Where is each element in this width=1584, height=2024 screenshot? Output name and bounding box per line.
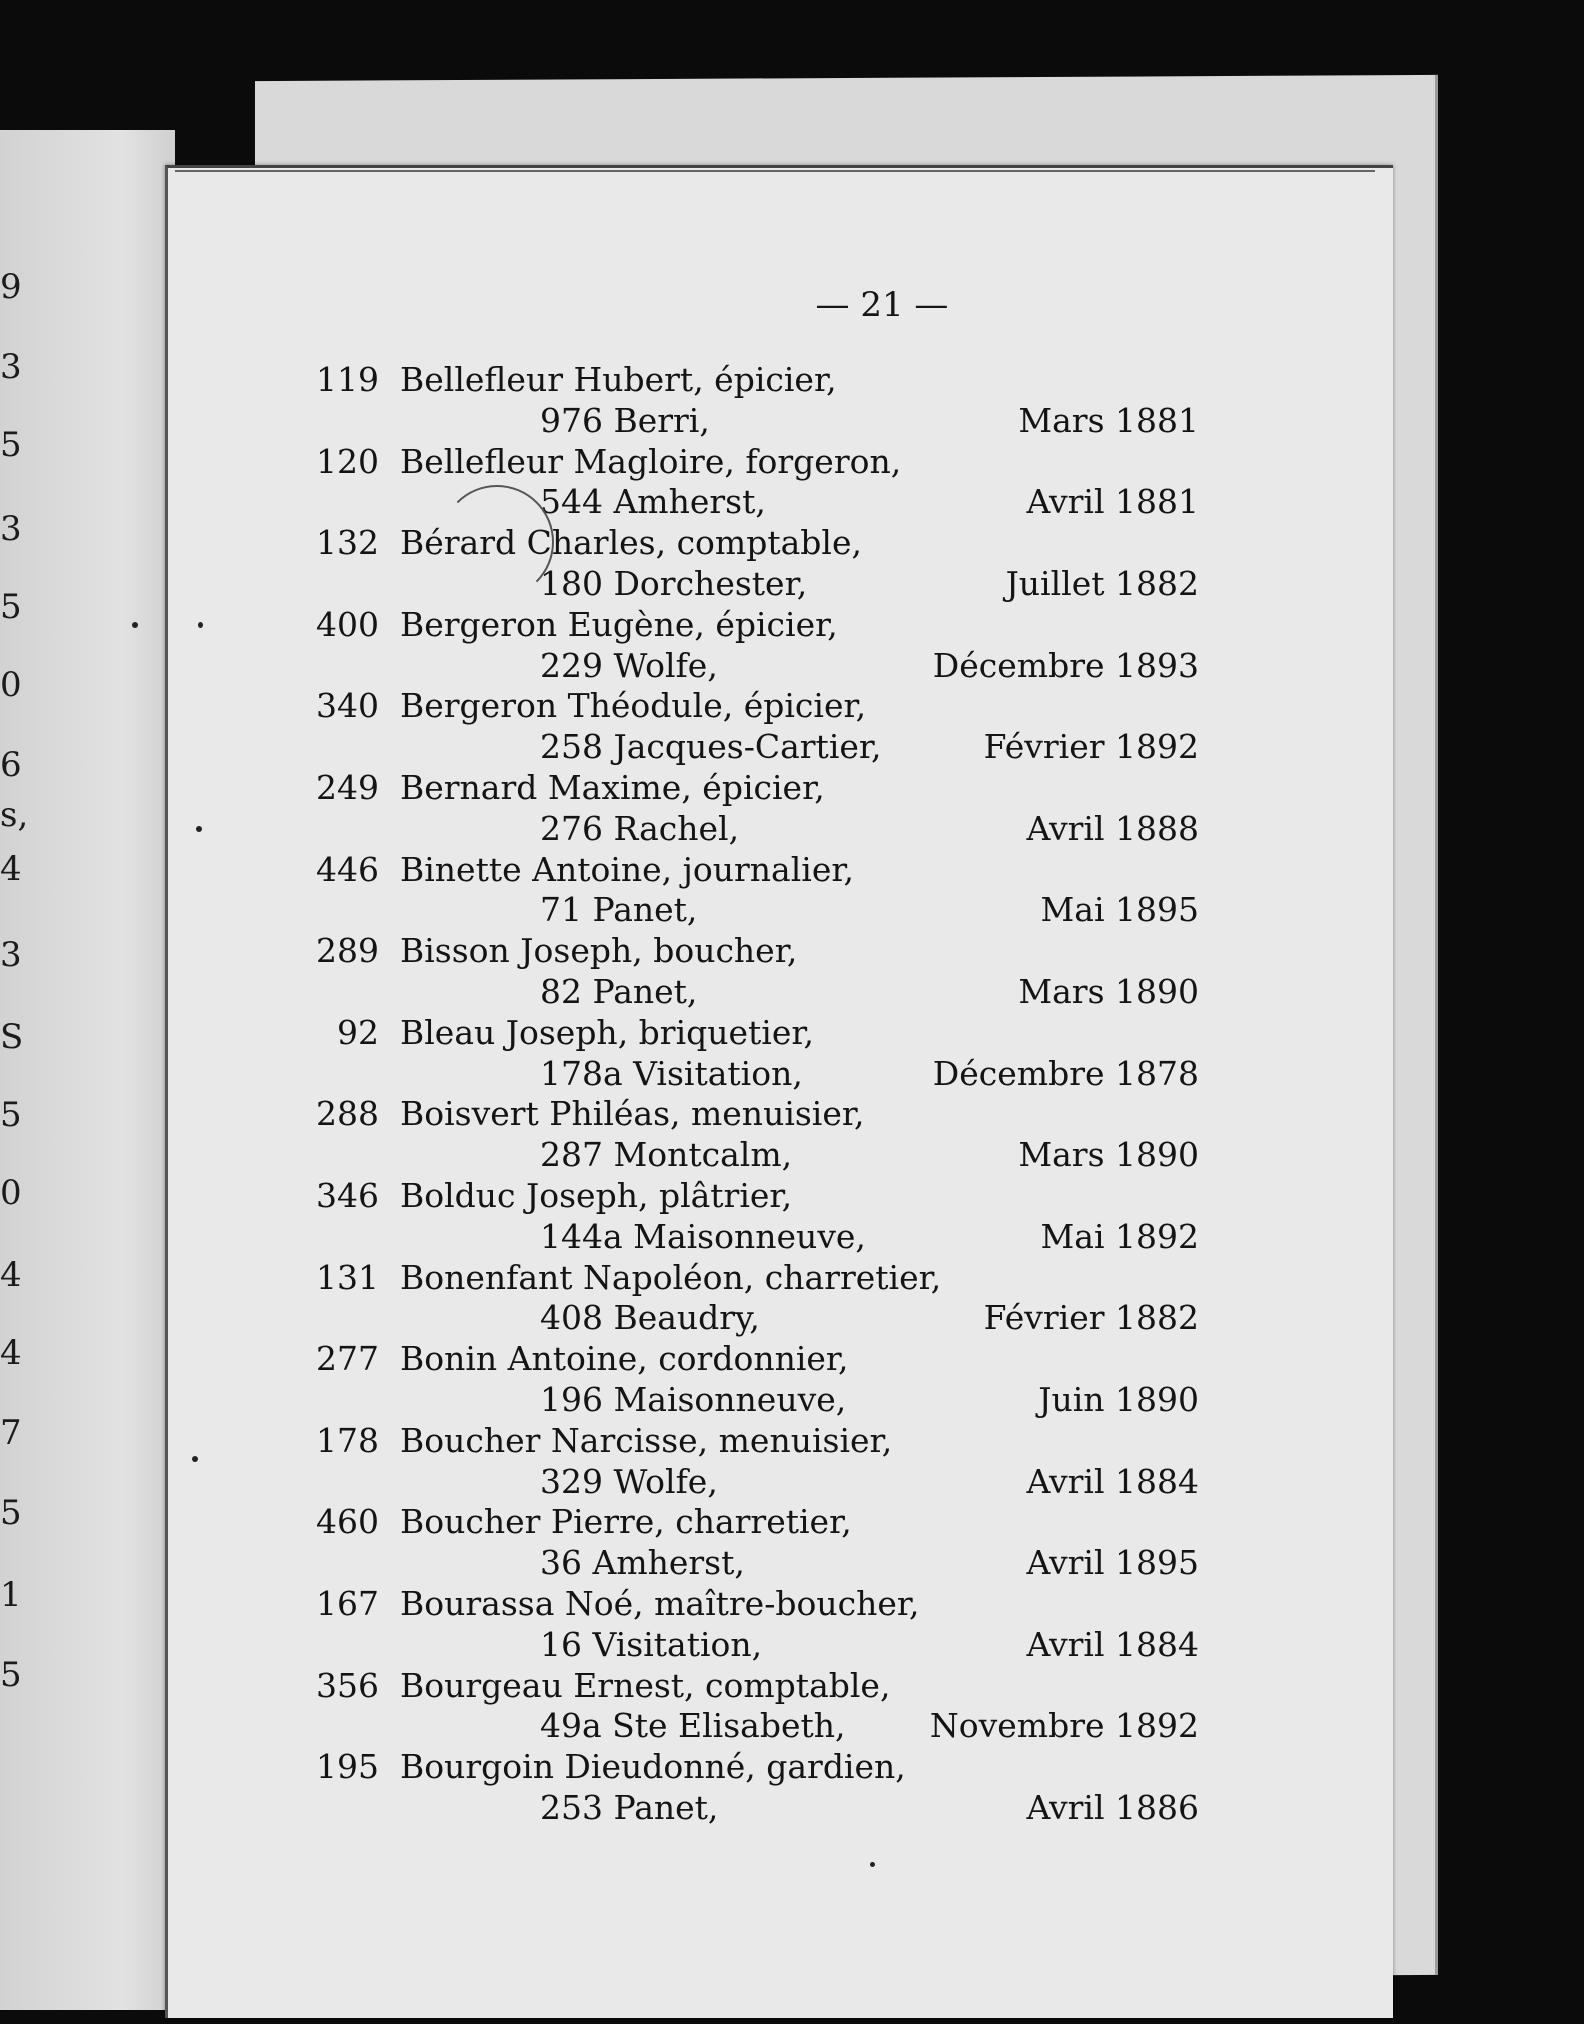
entry-address-line (0, 1543, 1584, 1583)
entry-address-line (0, 1788, 1584, 1828)
entry-date: Mars 1890 (1018, 972, 1199, 1011)
entry-date: Mars 1890 (1018, 1135, 1199, 1175)
entry-name-line (0, 1502, 1584, 1542)
entry-name: Bernard Maxime, épicier, (400, 768, 825, 807)
left-page-fragment: s, (0, 795, 29, 835)
entry-address: 49a Ste Elisabeth, (540, 1706, 846, 1746)
entry-address: 253 Panet, (540, 1788, 719, 1827)
left-page-fragment: 0 (0, 665, 22, 705)
entry-address: 71 Panet, (540, 890, 698, 930)
entry-name-line (0, 1666, 1584, 1706)
entry-address: 144a Maisonneuve, (540, 1216, 866, 1256)
entry-name: Bellefleur Hubert, épicier, (400, 360, 837, 399)
entry-number: 446 (316, 849, 379, 889)
entry-name-line (0, 768, 1584, 808)
entry-date: Avril 1881 (1026, 482, 1199, 522)
entry-name-line (0, 850, 1584, 890)
entry-name: Bonin Antoine, cordonnier, (400, 1339, 849, 1379)
entry-address-line (0, 809, 1584, 849)
entry-name-line (0, 523, 1584, 563)
left-page-fragment: 7 (0, 1413, 22, 1453)
entry-address: 976 Berri, (540, 400, 710, 440)
entry-name: Boucher Pierre, charretier, (400, 1502, 852, 1542)
left-page-fragment: 3 (0, 347, 22, 387)
entry-address-line (0, 1135, 1584, 1175)
entry-number: 167 (316, 1584, 379, 1623)
entry-address: 36 Amherst, (540, 1543, 745, 1583)
entry-name-line (0, 1012, 1584, 1057)
entry-address: 196 Maisonneuve, (540, 1380, 847, 1419)
entry-date: Février 1892 (983, 727, 1199, 767)
left-page-fragment: 5 (0, 587, 22, 627)
left-page-fragment: 5 (0, 1655, 22, 1695)
entry-address-line (0, 1706, 1584, 1746)
entry-name: Bourassa Noé, maître-boucher, (400, 1584, 920, 1623)
entry-address-line (0, 646, 1584, 686)
left-page-fragment: 5 (0, 425, 22, 465)
entry-number: 356 (316, 1665, 379, 1705)
entry-address-line (0, 482, 1584, 522)
entry-address-line (0, 890, 1584, 930)
entry-name-line (0, 360, 1584, 400)
entry-name: Bourgeau Ernest, comptable, (400, 1665, 891, 1705)
entry-name-line (0, 605, 1584, 645)
entry-name: Bourgoin Dieudonné, gardien, (400, 1747, 906, 1787)
entry-address: 544 Amherst, (540, 482, 766, 522)
entry-address-line (0, 1380, 1584, 1420)
left-page-fragment: S (0, 1017, 24, 1057)
entry-date: Décembre 1878 (932, 1053, 1199, 1093)
entry-date: Juin 1890 (1038, 1380, 1199, 1419)
left-page-fragment: 5 (0, 1095, 22, 1135)
left-page-fragment: 5 (0, 1493, 22, 1533)
entry-name: Bisson Joseph, boucher, (400, 931, 798, 971)
entry-date: Avril 1886 (1026, 1788, 1199, 1827)
entry-name: Bergeron Théodule, épicier, (400, 686, 867, 726)
left-page-fragment: 4 (0, 849, 22, 889)
entry-number: 131 (316, 1257, 379, 1297)
entry-date: Février 1882 (983, 1298, 1199, 1338)
entry-number: 132 (316, 523, 379, 563)
entry-address: 180 Dorchester, (540, 564, 808, 603)
entry-date: Novembre 1892 (929, 1706, 1199, 1746)
entry-name-line (0, 1173, 1584, 1216)
entry-date: Avril 1888 (1026, 808, 1199, 848)
entry-number: 289 (316, 931, 379, 971)
entry-address: 178a Visitation, (540, 1053, 803, 1093)
entry-name: Boisvert Philéas, menuisier, (400, 1094, 865, 1134)
entry-address: 287 Montcalm, (540, 1135, 793, 1175)
left-page-fragment: 3 (0, 509, 22, 549)
entry-address-line (0, 564, 1584, 604)
entry-number: 195 (316, 1747, 379, 1787)
page-number: — 21 — (815, 285, 949, 325)
entry-address-line (0, 1217, 1584, 1257)
entry-address-line (0, 1462, 1584, 1502)
entry-name-line (0, 1421, 1584, 1461)
entry-name-line (0, 1339, 1584, 1379)
entry-number: 92 (337, 1012, 379, 1052)
entry-address: 329 Wolfe, (540, 1461, 718, 1501)
entry-address-line (0, 727, 1584, 767)
entry-address: 276 Rachel, (540, 808, 740, 848)
entry-name: Bérard Charles, comptable, (400, 523, 862, 563)
entry-name: Bolduc Joseph, plâtrier, (400, 1176, 793, 1215)
entry-name-line (0, 1747, 1584, 1787)
entry-name: Boucher Narcisse, menuisier, (400, 1420, 893, 1460)
entry-number: 119 (316, 360, 379, 399)
entry-date: Juillet 1882 (1005, 564, 1199, 603)
entry-number: 120 (316, 441, 379, 481)
entry-number: 249 (316, 768, 379, 807)
entry-address-line (0, 1054, 1584, 1094)
left-page-fragment: 0 (0, 1173, 22, 1213)
entry-name: Bleau Joseph, briquetier, (400, 1012, 815, 1052)
left-page-fragment: 6 (0, 745, 22, 785)
entry-address-line (0, 401, 1584, 441)
entry-address: 408 Beaudry, (540, 1298, 760, 1338)
entry-date: Avril 1884 (1026, 1461, 1199, 1501)
ink-speck (870, 1862, 875, 1867)
entry-number: 400 (316, 604, 379, 644)
entry-address: 16 Visitation, (540, 1624, 763, 1664)
ink-speck (196, 826, 202, 832)
left-page-fragment: 3 (0, 935, 22, 975)
entry-date: Mai 1892 (1040, 1216, 1199, 1256)
entry-name-line (0, 686, 1584, 726)
entry-number: 277 (316, 1339, 379, 1379)
left-page-fragment: 1 (0, 1575, 22, 1615)
entry-date: Décembre 1893 (932, 645, 1199, 685)
entry-address-line (0, 972, 1584, 1012)
entry-address: 82 Panet, (540, 972, 698, 1011)
entry-number: 288 (316, 1094, 379, 1134)
entry-name-line (0, 1255, 1584, 1298)
ink-speck (132, 622, 138, 628)
pencil-annotation-mark (440, 485, 554, 599)
entry-name: Bellefleur Magloire, forgeron, (400, 441, 902, 481)
entry-number: 178 (316, 1420, 379, 1460)
entry-address-line (0, 1298, 1584, 1338)
entry-address: 229 Wolfe, (540, 645, 718, 685)
entry-date: Avril 1884 (1026, 1624, 1199, 1664)
entry-name-line (0, 1094, 1584, 1134)
left-page-fragment: 9 (0, 267, 22, 307)
entry-name: Bergeron Eugène, épicier, (400, 604, 838, 644)
entry-date: Mars 1881 (1018, 400, 1199, 440)
ink-speck (192, 1456, 198, 1462)
entry-number: 460 (316, 1502, 379, 1542)
left-page-fragment: 4 (0, 1255, 22, 1295)
entry-address: 258 Jacques-Cartier, (540, 727, 882, 767)
entry-name: Bonenfant Napoléon, charretier, (400, 1257, 942, 1297)
entry-number: 346 (316, 1176, 379, 1215)
entry-number: 340 (316, 686, 379, 726)
entry-name-line (0, 1584, 1584, 1624)
entry-name: Binette Antoine, journalier, (400, 849, 854, 889)
entry-address-line (0, 1625, 1584, 1665)
entry-date: Mai 1895 (1040, 890, 1199, 930)
ink-speck (198, 622, 203, 628)
entry-date: Avril 1895 (1026, 1543, 1199, 1583)
left-page-fragment: 4 (0, 1333, 22, 1373)
entry-name-line (0, 931, 1584, 975)
entry-name-line (0, 442, 1584, 482)
